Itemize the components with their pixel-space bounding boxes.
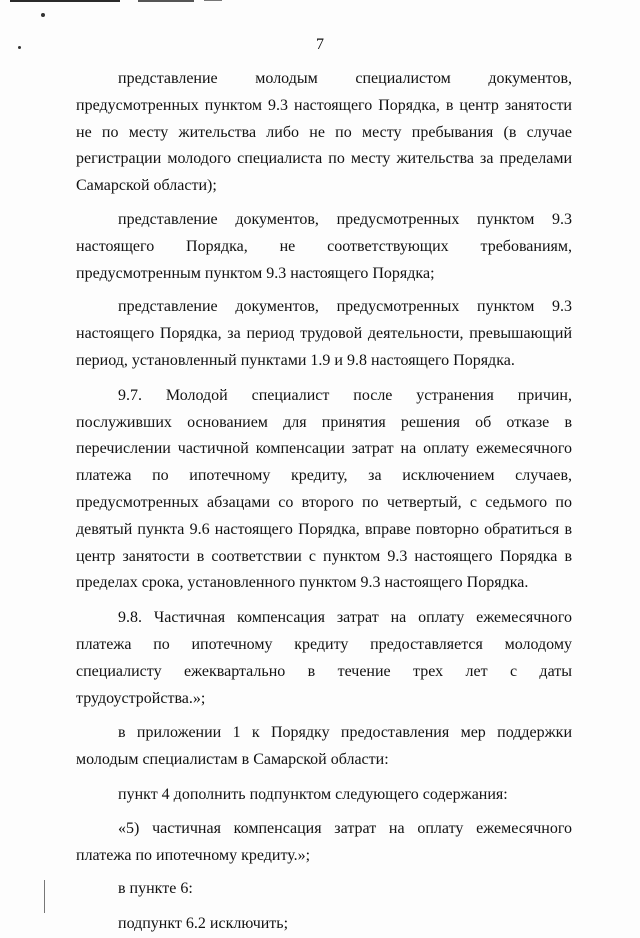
scan-edge-line [138, 0, 194, 2]
scan-edge-mark [44, 880, 45, 913]
paragraph: представление документов, предусмотренных пунктом 9.3 настоящего Порядка, не соответствующих требованиям, предусмотренным пунктом 9.3 настоящего Порядка; [76, 210, 572, 282]
paragraph: пункт 4 дополнить подпунктом следующего содержания: [118, 785, 508, 803]
paragraph: «5) частичная компенсация затрат на оплату ежемесячного платежа по ипотечному кредиту.»; [76, 819, 572, 864]
paragraph: 9.7. Молодой специалист после устранения причин, послуживших основанием для принятия решения об отказе в перечислении частичной компенсации затрат на оплату ежемесячного платежа по ипотечному кредиту, за исключением случаев, предусмотренных абзацами со второго по четвертый, с седьмого по девятый пункта 9.6 настоящего Порядка, вправе повторно обратиться в центр занятости в соответствии с пунктом 9.3 настоящего Порядка в пределах срока, установленного пунктом 9.3 настоящего Порядка. [76, 386, 572, 592]
scan-speck [41, 13, 45, 17]
paragraph: представление молодым специалистом документов, предусмотренных пунктом 9.3 настоящего Порядка, в центр занятости не по месту жительства либо не по месту пребывания (в случае регистрации молодого специалиста по месту жительства за пределами Самарской области); [76, 70, 572, 195]
page-number: 7 [316, 36, 324, 53]
document-body [76, 66, 572, 938]
paragraph: представление документов, предусмотренных пунктом 9.3 настоящего Порядка, за период трудовой деятельности, превышающий период, установленный пунктами 1.9 и 9.8 настоящего Порядка. [76, 298, 572, 369]
paragraph: подпункт 6.2 исключить; [118, 915, 289, 933]
scan-edge-line [10, 0, 120, 2]
scan-edge-line [204, 0, 222, 1]
paragraph: в приложении 1 к Порядку предоставления мер поддержки молодым специалистам в Самарской области: [76, 724, 572, 769]
paragraph: в пункте 6: [118, 880, 193, 898]
paragraph: 9.8. Частичная компенсация затрат на оплату ежемесячного платежа по ипотечному кредиту предоставляется молодому специалисту ежеквартально в течение трех лет с даты трудоустройства.»; [76, 609, 572, 707]
